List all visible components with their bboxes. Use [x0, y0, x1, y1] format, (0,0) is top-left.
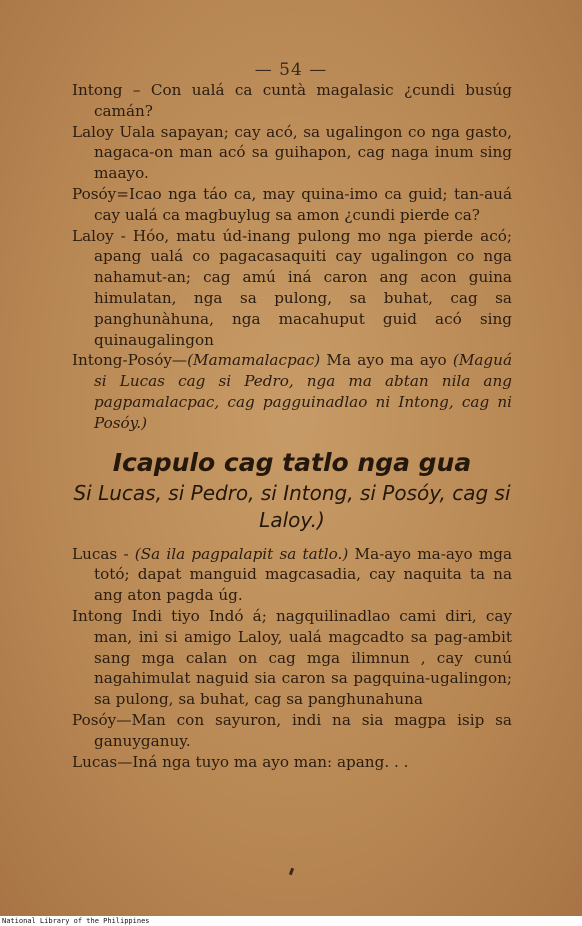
dialogue-text: Iná nga tuyo ma ayo man: apang. . . [132, 752, 409, 771]
scene-title: Icapulo cag tatlo nga gua [112, 447, 472, 477]
dialogue-text: Con ualá ca cuntà magalasic ¿cundi busúg camán? [94, 81, 512, 120]
dialogue-line [72, 350, 512, 433]
stage-direction: (Sa ila pagpalapit sa tatlo.) [134, 544, 349, 563]
stage-direction: (Maguá si Lucas cag si Pedro, nga ma abtan nila ang pagpamalacpac, cag pagguinadlao ni Intong, cag ni Posóy.) [94, 351, 512, 432]
speaker-label: Lucas— [72, 752, 133, 771]
ink-mark [289, 868, 294, 876]
dialogue-line [72, 606, 512, 710]
page-body [72, 80, 512, 772]
speaker-label: Lucas - [72, 544, 135, 563]
dialogue-text: Ma-ayo ma-ayo mga totó; dapat manguid magcasadia, cay naquita ta na ang aton pagda úg. [94, 544, 513, 605]
dialogue-line [72, 544, 512, 606]
dialogue-line [72, 184, 512, 226]
scene-cast: Si Lucas, si Pedro, si Intong, si Posóy, cag si Laloy.) [73, 480, 511, 532]
speaker-label: Laloy [72, 122, 120, 141]
speaker-label: Posóy— [72, 710, 132, 729]
dialogue-text: Indi tiyo Indó á; nagquilinadlao cami diri, cay man, ini si amigo Laloy, ualá magcadto sa pag-ambit sang mga calan on cag mga ilimnun , cay cunú nagahimulat naguid sia caron sa pagquina-ugalingon; sa pulong, sa buhat, cag sa panghunahuna [94, 606, 512, 709]
page-number: — 54 — [254, 60, 328, 80]
dialogue-text: Uala sapayan; cay acó, sa ugalingon co nga gasto, nagaca-on man acó sa guihapon, cag naga inum sing maayo. [94, 122, 512, 183]
dialogue-line [72, 122, 512, 184]
speaker-label: Intong [72, 606, 132, 625]
stage-italic: (Mamamalacpac) [187, 351, 321, 370]
dialogue-line [72, 752, 512, 773]
speaker-label: Posóy= [72, 184, 129, 203]
speaker-label: Laloy - [72, 226, 133, 245]
dialogue-text: Hóo, matu úd-inang pulong mo nga pierde acó; apang ualá co pagacasaquiti cay ugalingon co nga nahamut-an; cag amú iná caron ang acon guina himulatan, nga sa pulong, sa buhat, cag sa panghunàhuna, nga macahuput guid acó sing quinaugalingon [94, 226, 512, 349]
dialogue-text: Icao nga táo ca, may quina-imo ca guid; tan-auá cay ualá ca magbuylug sa amon ¿cundi pierde ca? [94, 184, 512, 224]
speaker-label: Intong – [72, 81, 151, 99]
dialogue-text: Man con sayuron, indi na sia magpa isip sa ganuyganuy. [94, 710, 512, 750]
library-footer: National Library of the Philippines [2, 917, 150, 925]
dialogue-line [72, 710, 512, 752]
speaker-label: Intong-Posóy— [72, 351, 188, 370]
dialogue-line [72, 80, 512, 122]
dialogue-text: Ma ayo ma ayo [320, 351, 453, 370]
dialogue-line [72, 226, 512, 351]
